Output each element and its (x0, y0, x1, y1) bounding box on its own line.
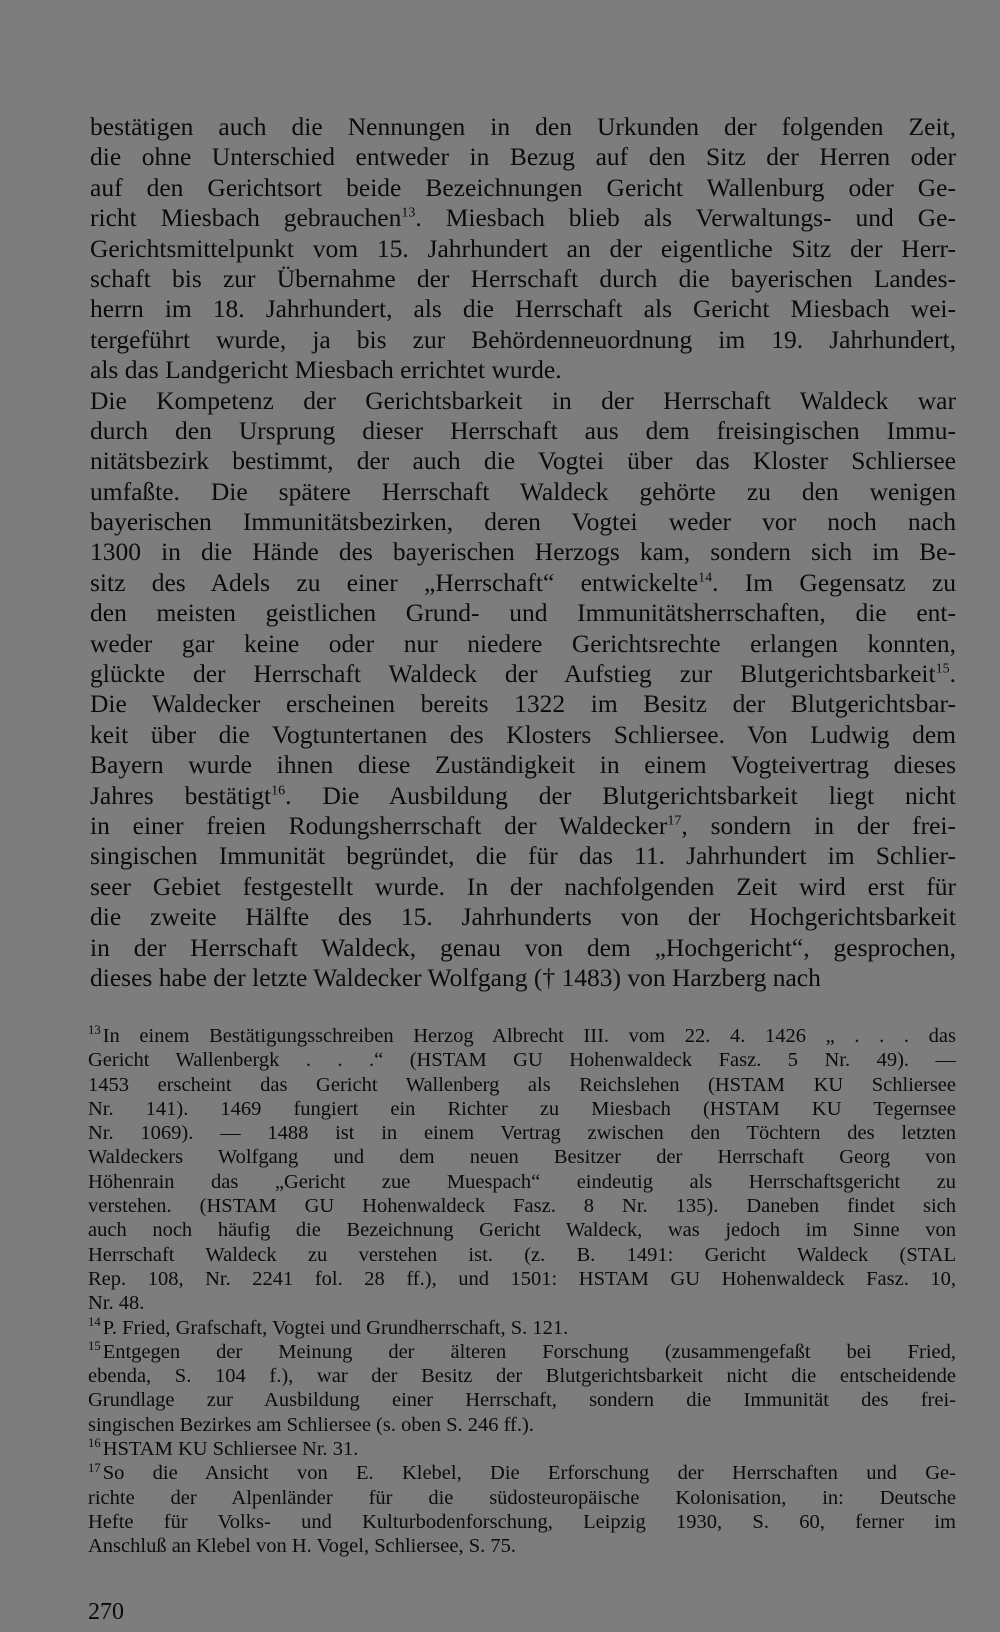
text-line (90, 629, 956, 659)
footnote-line (88, 1388, 956, 1412)
footnote-reference: 14 (698, 570, 713, 586)
footnote-line (88, 1145, 956, 1169)
text-line (90, 689, 956, 719)
text-line-tail: . Miesbach blieb als Verwaltungs- und Ge- (415, 203, 956, 233)
text-line (90, 477, 956, 507)
text-line (90, 355, 956, 385)
text-line (90, 537, 956, 567)
text-line (90, 234, 956, 264)
text-line-tail: , sondern in der frei- (681, 810, 956, 840)
footnote-line-content: ebenda, S. 104 f.), war der Besitz der Blutgerichtsbarkeit nicht die entscheidende (88, 1365, 956, 1388)
page-number: 270 (88, 1599, 124, 1625)
footnote-line (88, 1437, 956, 1461)
text-line-content: bayerischen Immunitätsbezirken, deren Vogtei weder vor noch nach (90, 507, 956, 537)
text-line (90, 568, 956, 598)
footnote-line (88, 1267, 956, 1291)
footnote-line-content: Herrschaft Waldeck zu verstehen ist. (z. B. 1491: Gericht Waldeck (STAL (88, 1243, 956, 1266)
footnote-line (88, 1291, 956, 1315)
text-line (90, 112, 956, 142)
text-line (90, 203, 956, 233)
footnote-line (88, 1461, 956, 1485)
text-line (90, 750, 956, 780)
text-line-content: weder gar keine oder nur niedere Gerichtsrechte erlangen konnten, (90, 628, 956, 658)
footnote-17 (88, 1461, 956, 1558)
text-line-content: singischen Immunität begründet, die für das 11. Jahrhundert im Schlier- (90, 841, 956, 871)
text-line (90, 446, 956, 476)
footnote-line (88, 1510, 956, 1534)
footnote-line (88, 1097, 956, 1121)
footnote-16 (88, 1437, 956, 1461)
footnote-line (88, 1121, 956, 1145)
footnote-line-content: Höhenrain das „Gericht zue Muespach“ eindeutig als Herrschaftsgericht zu (88, 1170, 956, 1193)
footnote-line-content: In einem Bestätigungsschreiben Herzog Albrecht III. vom 22. 4. 1426 „ . . . das (102, 1025, 956, 1047)
text-line (90, 386, 956, 416)
text-line (90, 720, 956, 750)
footnote-reference: 17 (667, 813, 682, 829)
text-line (90, 841, 956, 871)
text-line (90, 933, 956, 963)
footnote-marker: 17 (88, 1460, 101, 1475)
footnote-line (88, 1316, 956, 1340)
text-line (90, 416, 956, 446)
footnote-line (88, 1413, 956, 1437)
footnote-line-content: auch noch häufig die Bezeichnung Gericht Waldeck, was jedoch im Sinne von (88, 1219, 956, 1242)
text-line (90, 294, 956, 324)
text-line-content: Bayern wurde ihnen diese Zuständigkeit in einem Vogteivertrag dieses (90, 750, 956, 780)
footnote-line-content: Grundlage zur Ausbildung einer Herrschaft, sondern die Immunität des frei- (88, 1389, 956, 1412)
text-line (90, 142, 956, 172)
text-line-content: Gerichtsmittelpunkt vom 15. Jahrhundert an der eigentliche Sitz der Herr- (90, 233, 956, 263)
text-line (90, 507, 956, 537)
footnote-reference: 13 (401, 205, 416, 221)
text-line-tail: . Die Ausbildung der Blutgerichtsbarkeit liegt nicht (285, 780, 956, 810)
footnote-line-content: Waldeckers Wolfgang und dem neuen Besitzer der Herrschaft Georg von (88, 1146, 956, 1169)
footnote-reference: 16 (271, 783, 286, 799)
footnote-line-content: verstehen. (HSTAM GU Hohenwaldeck Fasz. 8 Nr. 135). Daneben findet sich (88, 1195, 956, 1218)
text-line-content: tergeführt wurde, ja bis zur Behördenneuordnung im 19. Jahrhundert, (90, 324, 956, 354)
text-line-content: als das Landgericht Miesbach errichtet wurde. (90, 355, 562, 385)
footnote-line-content: Nr. 1069). — 1488 ist in einem Vertrag zwischen den Töchtern des letzten (88, 1122, 956, 1145)
text-line-content: herrn im 18. Jahrhundert, als die Herrschaft als Gericht Miesbach wei- (90, 294, 956, 324)
text-line-content: in einer freien Rodungsherrschaft der Waldecker (90, 810, 668, 840)
footnote-line-content: Nr. 141). 1469 fungiert ein Richter zu Miesbach (HSTAM KU Tegernsee (88, 1097, 956, 1120)
footnote-marker: 15 (88, 1339, 101, 1354)
footnote-marker: 16 (88, 1436, 101, 1451)
text-line (90, 811, 956, 841)
footnote-line-content: Nr. 48. (88, 1292, 145, 1315)
text-line-content: in der Herrschaft Waldeck, genau von dem „Hochgericht“, gesprochen, (90, 932, 956, 962)
footnote-line (88, 1486, 956, 1510)
footnote-line-content: Anschluß an Klebel von H. Vogel, Schliersee, S. 75. (88, 1535, 516, 1558)
text-line-content: Die Kompetenz der Gerichtsbarkeit in der Herrschaft Waldeck war (90, 385, 956, 415)
footnote-line (88, 1534, 956, 1558)
text-line-content: umfaßte. Die spätere Herrschaft Waldeck gehörte zu den wenigen (90, 476, 956, 506)
footnote-line-content: So die Ansicht von E. Klebel, Die Erforschung der Herrschaften und Ge- (102, 1462, 956, 1485)
footnote-14 (88, 1316, 956, 1340)
footnote-line-content: Entgegen der Meinung der älteren Forschung (zusammengefaßt bei Fried, (102, 1340, 956, 1363)
footnote-line (88, 1340, 956, 1364)
text-line-content: auf den Gerichtsort beide Bezeichnungen Gericht Wallenburg oder Ge- (90, 172, 956, 202)
text-line-content: Die Waldecker erscheinen bereits 1322 im Besitz der Blutgerichtsbar- (90, 689, 956, 719)
footnotes (88, 1024, 956, 1559)
footnote-marker: 14 (88, 1314, 101, 1329)
text-line (90, 872, 956, 902)
text-line (90, 598, 956, 628)
footnote-line (88, 1073, 956, 1097)
footnote-line (88, 1218, 956, 1242)
footnote-13 (88, 1024, 956, 1316)
text-line-content: 1300 in die Hände des bayerischen Herzogs kam, sondern sich im Be- (90, 537, 956, 567)
footnote-line-content: Hefte für Volks- und Kulturbodenforschung, Leipzig 1930, S. 60, ferner im (88, 1510, 956, 1533)
text-line-content: nitätsbezirk bestimmt, der auch die Vogtei über das Kloster Schliersee (90, 446, 956, 476)
text-line (90, 781, 956, 811)
footnote-reference: 15 (935, 661, 950, 677)
text-line-content: keit über die Vogtuntertanen des Klosters Schliersee. Von Ludwig dem (90, 719, 956, 749)
footnote-line (88, 1170, 956, 1194)
text-line-content: schaft bis zur Übernahme der Herrschaft durch die bayerischen Landes- (90, 263, 956, 293)
footnote-line (88, 1364, 956, 1388)
footnote-line-content: 1453 erscheint das Gericht Wallenberg als Reichslehen (HSTAM KU Schliersee (88, 1073, 956, 1096)
footnote-line (88, 1024, 956, 1048)
text-line-content: dieses habe der letzte Waldecker Wolfgang († 1483) von Harzberg nach (90, 962, 821, 992)
text-line-content: Jahres bestätigt (90, 780, 272, 810)
footnote-line-content: Rep. 108, Nr. 2241 fol. 28 ff.), und 1501: HSTAM GU Hohenwaldeck Fasz. 10, (88, 1267, 956, 1290)
text-line (90, 173, 956, 203)
text-line-content: durch den Ursprung dieser Herrschaft aus dem freisingischen Immu- (90, 415, 956, 445)
footnote-marker: 13 (88, 1023, 101, 1038)
text-line (90, 902, 956, 932)
text-line-content: den meisten geistlichen Grund- und Immunitätsherrschaften, die ent- (90, 598, 956, 628)
text-line-content: bestätigen auch die Nennungen in den Urkunden der folgenden Zeit, (90, 112, 956, 141)
text-line (90, 963, 956, 993)
footnote-line-content: P. Fried, Grafschaft, Vogtei und Grundherrschaft, S. 121. (102, 1316, 569, 1339)
main-text (90, 112, 956, 993)
footnote-line (88, 1048, 956, 1072)
footnote-line-content: Gericht Wallenbergk . . .“ (HSTAM GU Hohenwaldeck Fasz. 5 Nr. 49). — (88, 1049, 956, 1072)
footnote-line (88, 1194, 956, 1218)
text-line-tail: . (949, 659, 956, 689)
footnote-line (88, 1243, 956, 1267)
text-line-content: richt Miesbach gebrauchen (90, 203, 402, 233)
text-line (90, 659, 956, 689)
text-line-content: die ohne Unterschied entweder in Bezug auf den Sitz der Herren oder (90, 142, 956, 172)
footnote-line-content: singischen Bezirkes am Schliersee (s. oben S. 246 ff.). (88, 1413, 534, 1436)
footnote-line-content: richte der Alpenländer für die südosteuropäische Kolonisation, in: Deutsche (88, 1486, 956, 1509)
text-line-content: glückte der Herrschaft Waldeck der Aufstieg zur Blutgerichtsbarkeit (90, 659, 936, 689)
footnote-line-content: HSTAM KU Schliersee Nr. 31. (102, 1438, 359, 1461)
text-line-tail: . Im Gegensatz zu (712, 567, 956, 597)
text-line (90, 264, 956, 294)
text-line-content: sitz des Adels zu einer „Herrschaft“ entwickelte (90, 567, 699, 597)
text-line (90, 325, 956, 355)
text-line-content: die zweite Hälfte des 15. Jahrhunderts von der Hochgerichtsbarkeit (90, 902, 956, 932)
text-line-content: seer Gebiet festgestellt wurde. In der nachfolgenden Zeit wird erst für (90, 871, 956, 901)
footnote-15 (88, 1340, 956, 1437)
